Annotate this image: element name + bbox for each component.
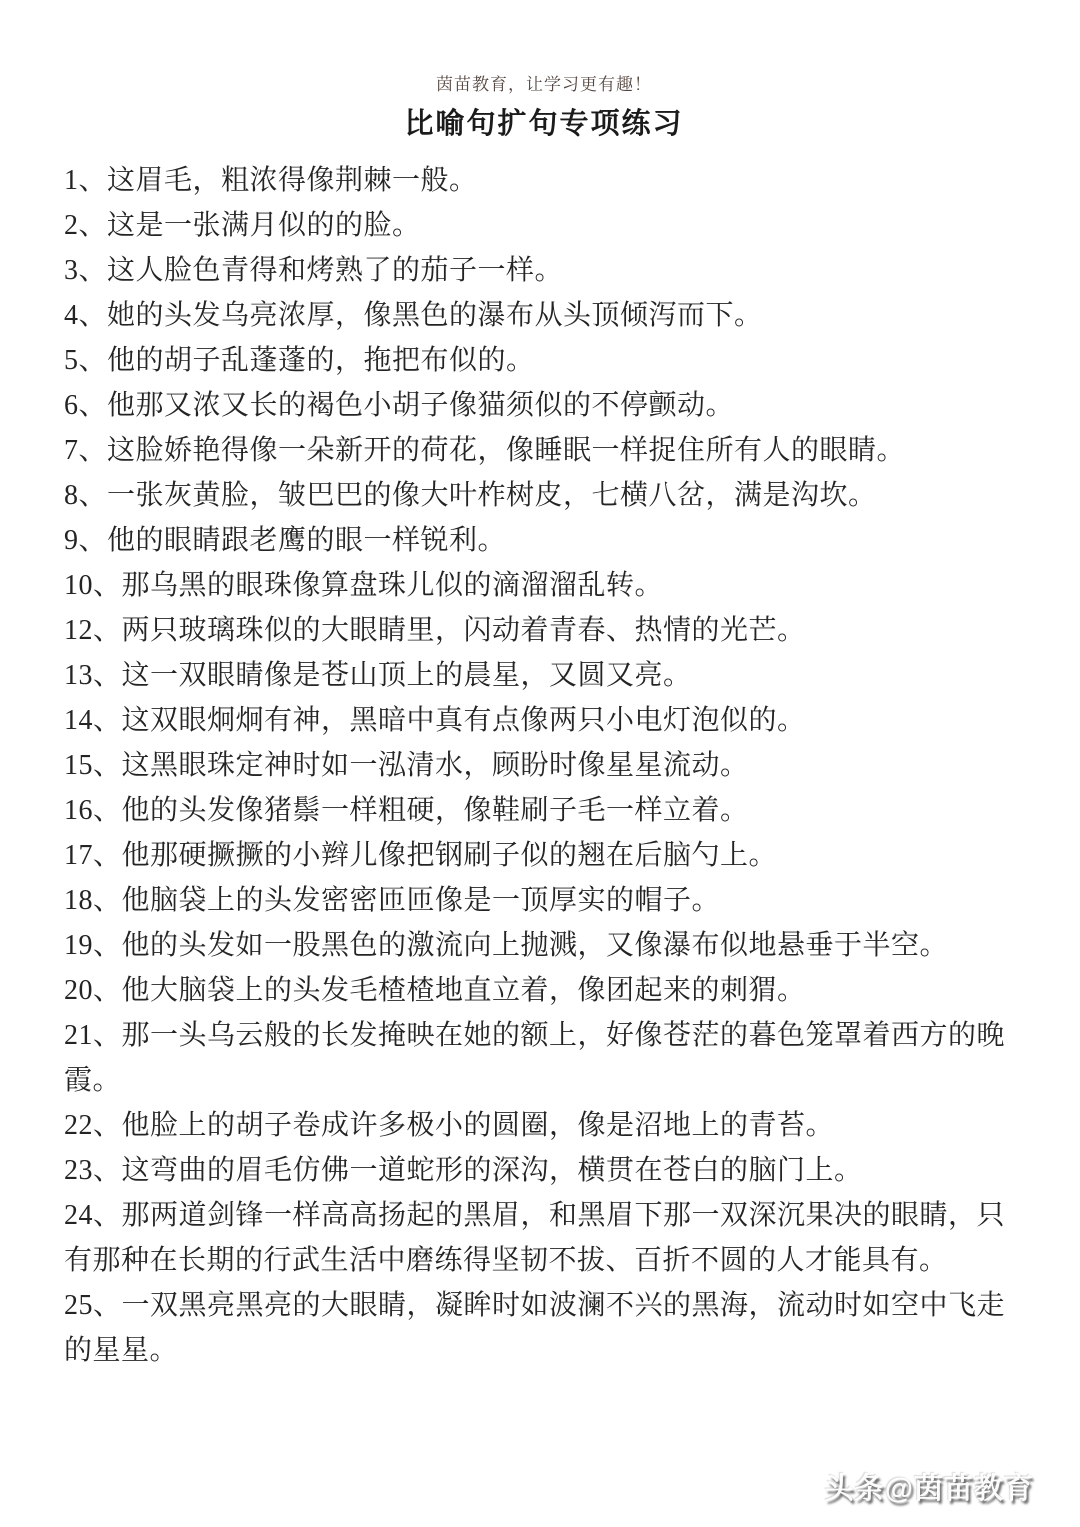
exercise-list xyxy=(64,158,1024,1373)
list-item: 15、这黑眼珠定神时如一泓清水，顾盼时像星星流动。 xyxy=(64,750,749,781)
list-item: 25、一双黑亮黑亮的大眼睛，凝眸时如波澜不兴的黑海，流动时如空中飞走的星星。 xyxy=(64,1290,1006,1366)
list-item: 3、这人脸色青得和烤熟了的茄子一样。 xyxy=(64,255,564,286)
page-title: 比喻句扩句专项练习 xyxy=(404,108,684,140)
watermark: 头条@茵苗教育 xyxy=(824,1473,1034,1505)
list-item: 21、那一头乌云般的长发掩映在她的额上，好像苍茫的暮色笼罩着西方的晚霞。 xyxy=(64,1020,1006,1096)
list-item: 23、这弯曲的眉毛仿佛一道蛇形的深沟，横贯在苍白的脑门上。 xyxy=(64,1155,863,1186)
list-item: 18、他脑袋上的头发密密匝匝像是一顶厚实的帽子。 xyxy=(64,885,721,916)
list-item: 20、他大脑袋上的头发毛楂楂地直立着，像团起来的刺猬。 xyxy=(64,975,806,1006)
list-item: 12、两只玻璃珠似的大眼睛里，闪动着青春、热情的光芒。 xyxy=(64,615,806,646)
list-item: 10、那乌黑的眼珠像算盘珠儿似的滴溜溜乱转。 xyxy=(64,570,664,601)
list-item: 8、一张灰黄脸，皱巴巴的像大叶柞树皮，七横八岔，满是沟坎。 xyxy=(64,480,877,511)
list-item: 22、他脸上的胡子卷成许多极小的圆圈，像是沼地上的青苔。 xyxy=(64,1110,835,1141)
list-item: 6、他那又浓又长的褐色小胡子像猫须似的不停颤动。 xyxy=(64,390,735,421)
list-item: 13、这一双眼睛像是苍山顶上的晨星，又圆又亮。 xyxy=(64,660,692,691)
list-item: 4、她的头发乌亮浓厚，像黑色的瀑布从头顶倾泻而下。 xyxy=(64,300,763,331)
list-item: 2、这是一张满月似的的脸。 xyxy=(64,210,421,241)
list-item: 24、那两道剑锋一样高高扬起的黑眉，和黑眉下那一双深沉果决的眼睛，只有那种在长期的行武生活中磨练得坚韧不拔、百折不圆的人才能具有。 xyxy=(64,1200,1006,1276)
list-item: 19、他的头发如一股黑色的激流向上抛溅，又像瀑布似地悬垂于半空。 xyxy=(64,930,949,961)
list-item: 9、他的眼睛跟老鹰的眼一样锐利。 xyxy=(64,525,507,556)
list-item: 1、这眉毛，粗浓得像荆棘一般。 xyxy=(64,165,478,196)
list-item: 5、他的胡子乱蓬蓬的，拖把布似的。 xyxy=(64,345,535,376)
list-item: 14、这双眼炯炯有神，黑暗中真有点像两只小电灯泡似的。 xyxy=(64,705,806,736)
publisher-slogan: 茵苗教育，让学习更有趣！ xyxy=(436,75,652,94)
list-item: 17、他那硬撅撅的小辫儿像把钢刷子似的翘在后脑勺上。 xyxy=(64,840,778,871)
list-item: 16、他的头发像猪鬃一样粗硬，像鞋刷子毛一样立着。 xyxy=(64,795,749,826)
list-item: 7、这脸娇艳得像一朵新开的荷花，像睡眠一样捉住所有人的眼睛。 xyxy=(64,435,906,466)
